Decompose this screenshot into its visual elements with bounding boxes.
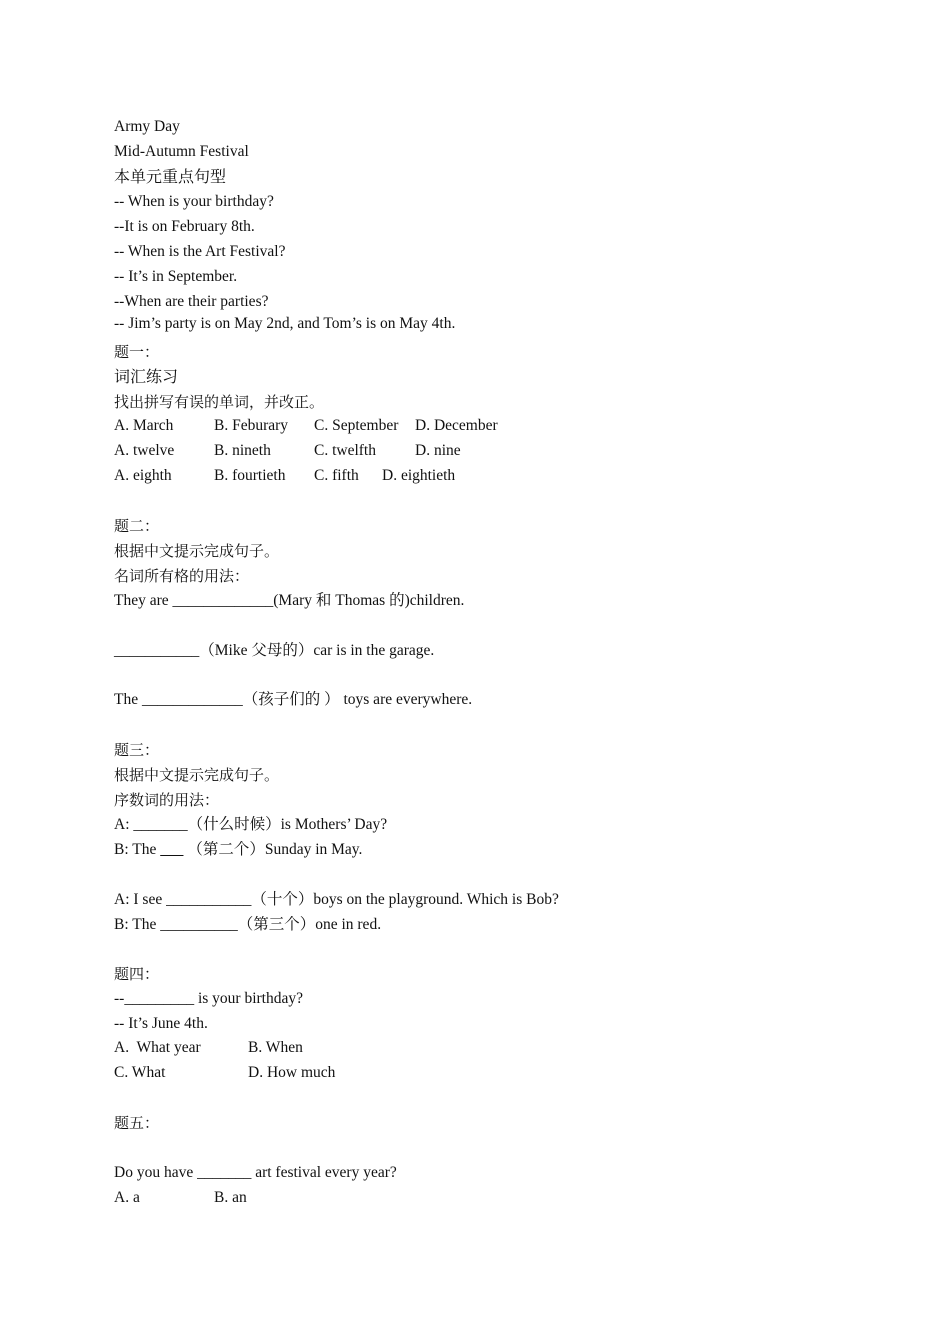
q4-title: 题四： (114, 965, 160, 983)
intro-army-day: Army Day (114, 118, 180, 135)
q1-row2-opt-c: C. twelfth (314, 442, 376, 459)
q3-sentence-2 (114, 840, 362, 860)
q3-sentence-3: A: I see ___________（十个）boys on the playground. Which is Bob? (114, 891, 559, 908)
q1-row3-opt-c: C. fifth (314, 467, 359, 484)
q5-option-b: B. an (214, 1189, 247, 1206)
q3-instruction: 根据中文提示完成句子。 (114, 766, 280, 784)
q1-row1-opt-d: D. December (415, 417, 498, 434)
key-sentence-5: --When are their parties? (114, 293, 269, 310)
q1-row2-opt-a: A. twelve (114, 442, 175, 459)
q1-title: 题一： (114, 343, 160, 361)
intro-mid-autumn: Mid-Autumn Festival (114, 143, 249, 160)
q1-row2-opt-d: D. nine (415, 442, 461, 459)
q4-option-d: D. How much (248, 1064, 336, 1081)
q2-usage: 名词所有格的用法： (114, 567, 250, 585)
q1-instruction: 找出拼写有误的单词，并改正。 (114, 393, 325, 411)
q2-instruction: 根据中文提示完成句子。 (114, 542, 280, 560)
q3-sentence-2-suffix: （第二个）Sunday in May. (183, 841, 363, 858)
q1-row3-opt-d: D. eightieth (382, 467, 456, 484)
key-sentence-2: --It is on February 8th. (114, 218, 255, 235)
q1-row3-opt-b: B. fourtieth (214, 467, 286, 484)
q3-sentence-4: B: The __________（第三个）one in red. (114, 916, 382, 933)
q1-row1-opt-c: C. September (314, 417, 399, 434)
q3-title: 题三： (114, 741, 160, 759)
q4-option-b: B. When (248, 1039, 303, 1056)
q2-sentence-1: They are _____________(Mary 和 Thomas 的)children. (114, 592, 465, 609)
q1-subtitle: 词汇练习 (114, 367, 179, 386)
q1-row2-opt-b: B. nineth (214, 442, 271, 459)
q1-row3-opt-a: A. eighth (114, 467, 172, 484)
q4-option-a: A. What year (114, 1039, 201, 1056)
q5-option-a: A. a (114, 1189, 140, 1206)
q5-title: 题五： (114, 1114, 160, 1132)
q1-row1-opt-b: B. Feburary (214, 417, 289, 434)
q2-sentence-2: ___________（Mike 父母的）car is in the garage. (114, 642, 435, 659)
q2-title: 题二： (114, 517, 160, 535)
key-sentences-title: 本单元重点句型 (114, 167, 227, 186)
q4-option-c: C. What (114, 1064, 166, 1081)
q2-sentence-3: The _____________（孩子们的 ） toys are everywhere. (114, 691, 473, 708)
q5-question: Do you have _______ art festival every year? (114, 1164, 397, 1181)
key-sentence-6: -- Jim’s party is on May 2nd, and Tom’s is on May 4th. (114, 315, 456, 332)
q4-answer: -- It’s June 4th. (114, 1015, 208, 1032)
q4-question: --_________ is your birthday? (114, 990, 303, 1007)
q1-row1-opt-a: A. March (114, 417, 174, 434)
q3-usage: 序数词的用法： (114, 791, 220, 809)
q3-sentence-2-blank (160, 841, 183, 858)
q3-sentence-2-prefix: B: The (114, 841, 161, 858)
key-sentence-1: -- When is your birthday? (114, 193, 274, 210)
q3-sentence-1: A: _______（什么时候）is Mothers’ Day? (114, 816, 388, 833)
key-sentence-3: -- When is the Art Festival? (114, 243, 286, 260)
key-sentence-4: -- It’s in September. (114, 268, 238, 285)
